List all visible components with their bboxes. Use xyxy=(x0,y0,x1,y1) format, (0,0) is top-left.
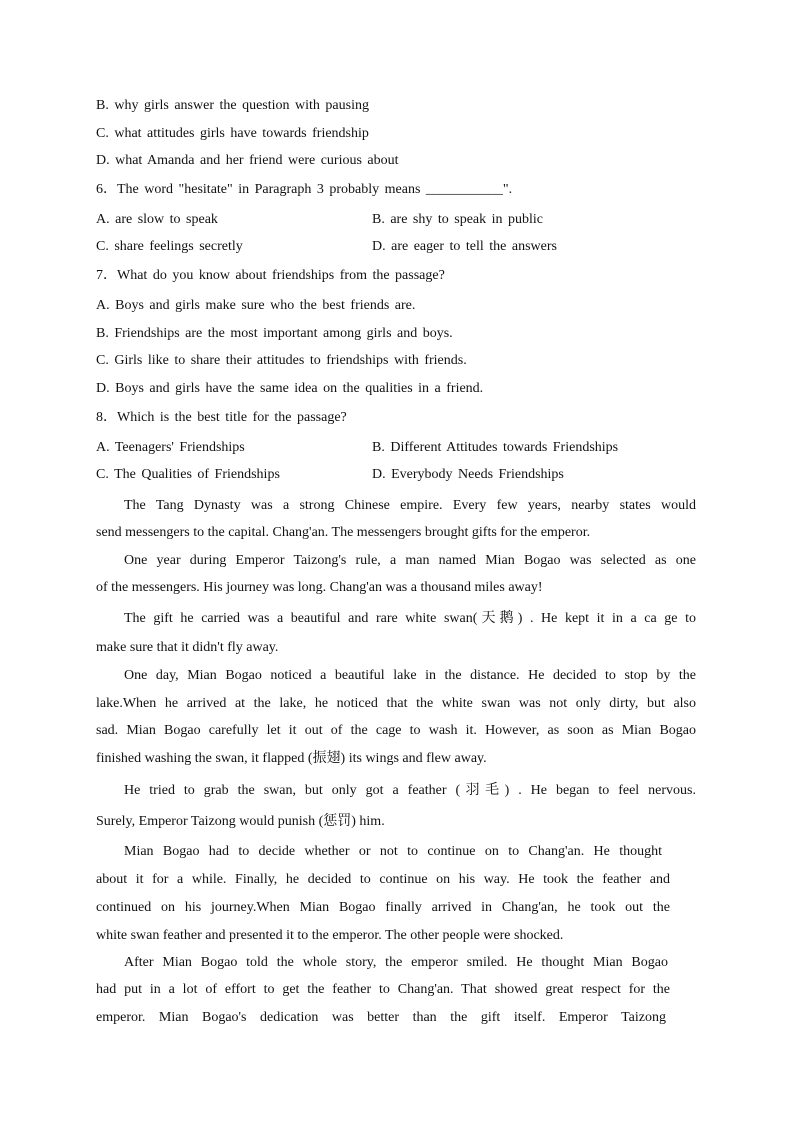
q5-option-b: B. why girls answer the question with pausing xyxy=(96,98,369,113)
text-line: emperor. Mian Bogao's dedication was better than the gift itself. Emperor Taizong xyxy=(96,1010,666,1025)
passage-paragraph-6 xyxy=(96,843,696,945)
text-line: One year during Emperor Taizong's rule, a man named Mian Bogao was selected as one xyxy=(124,553,696,568)
q7-option-a: A. Boys and girls make sure who the best friends are. xyxy=(96,298,416,313)
passage-paragraph-3 xyxy=(96,610,696,657)
q8-option-c: C. The Qualities of Friendships xyxy=(96,467,280,482)
text-line: After Mian Bogao told the whole story, the emperor smiled. He thought Mian Bogao xyxy=(124,955,668,970)
q8-option-b: B. Different Attitudes towards Friendships xyxy=(372,440,619,455)
q8-stem: 8．Which is the best title for the passage? xyxy=(96,410,347,425)
q7-option-d: D. Boys and girls have the same idea on the qualities in a friend. xyxy=(96,381,484,396)
passage-paragraph-1 xyxy=(96,497,696,542)
text-line: Mian Bogao had to decide whether or not to continue on to Chang'an. He thought xyxy=(124,844,662,859)
text-line: make sure that it didn't fly away. xyxy=(96,640,279,655)
text-line: send messengers to the capital. Chang'an. The messengers brought gifts for the emperor. xyxy=(96,525,591,540)
q6-option-a: A. are slow to speak xyxy=(96,212,218,227)
text-line: finished washing the swan, it flapped (振翅) its wings and flew away. xyxy=(96,751,487,766)
q7-option-b: B. Friendships are the most important among girls and boys. xyxy=(96,326,453,341)
q8-option-a: A. Teenagers' Friendships xyxy=(96,440,245,455)
passage-paragraph-7 xyxy=(96,954,696,1027)
text-line: continued on his journey.When Mian Bogao finally arrived in Chang'an, he took out the xyxy=(96,900,670,915)
text-line: white swan feather and presented it to the emperor. The other people were shocked. xyxy=(96,928,564,943)
text-line: sad. Mian Bogao carefully let it out of the cage to wash it. However, as soon as Mian Bogao xyxy=(96,723,696,738)
passage-paragraph-2 xyxy=(96,552,696,597)
text-line: about it for a while. Finally, he decided to continue on his way. He took the feather and xyxy=(96,872,670,887)
q6-option-d: D. are eager to tell the answers xyxy=(372,239,557,254)
text-line: One day, Mian Bogao noticed a beautiful lake in the distance. He decided to stop by the xyxy=(124,668,696,683)
q5-option-d: D. what Amanda and her friend were curious about xyxy=(96,153,399,168)
text-line: of the messengers. His journey was long. Chang'an was a thousand miles away! xyxy=(96,580,543,595)
q7-option-c: C. Girls like to share their attitudes to friendships with friends. xyxy=(96,353,467,368)
text-line: The gift he carried was a beautiful and rare white swan(天鹅) . He kept it in a ca ge to xyxy=(124,611,696,626)
q7-stem: 7．What do you know about friendships from the passage? xyxy=(96,268,445,283)
q6-stem: 6．The word "hesitate" in Paragraph 3 probably means ___________". xyxy=(96,182,513,197)
q6-option-c: C. share feelings secretly xyxy=(96,239,243,254)
text-line: lake.When he arrived at the lake, he noticed that the white swan was not only dirty, but also xyxy=(96,696,696,711)
text-line: had put in a lot of effort to get the feather to Chang'an. That showed great respect for the xyxy=(96,982,670,997)
q5-option-c: C. what attitudes girls have towards friendship xyxy=(96,126,369,141)
q8-option-d: D. Everybody Needs Friendships xyxy=(372,467,564,482)
q6-option-b: B. are shy to speak in public xyxy=(372,212,544,227)
text-line: He tried to grab the swan, but only got a feather (羽毛) . He began to feel nervous. xyxy=(124,783,696,798)
passage-paragraph-4 xyxy=(96,667,696,768)
passage-paragraph-5 xyxy=(96,782,696,831)
text-line: Surely, Emperor Taizong would punish (惩罚) him. xyxy=(96,814,385,829)
text-line: The Tang Dynasty was a strong Chinese empire. Every few years, nearby states would xyxy=(124,498,696,513)
